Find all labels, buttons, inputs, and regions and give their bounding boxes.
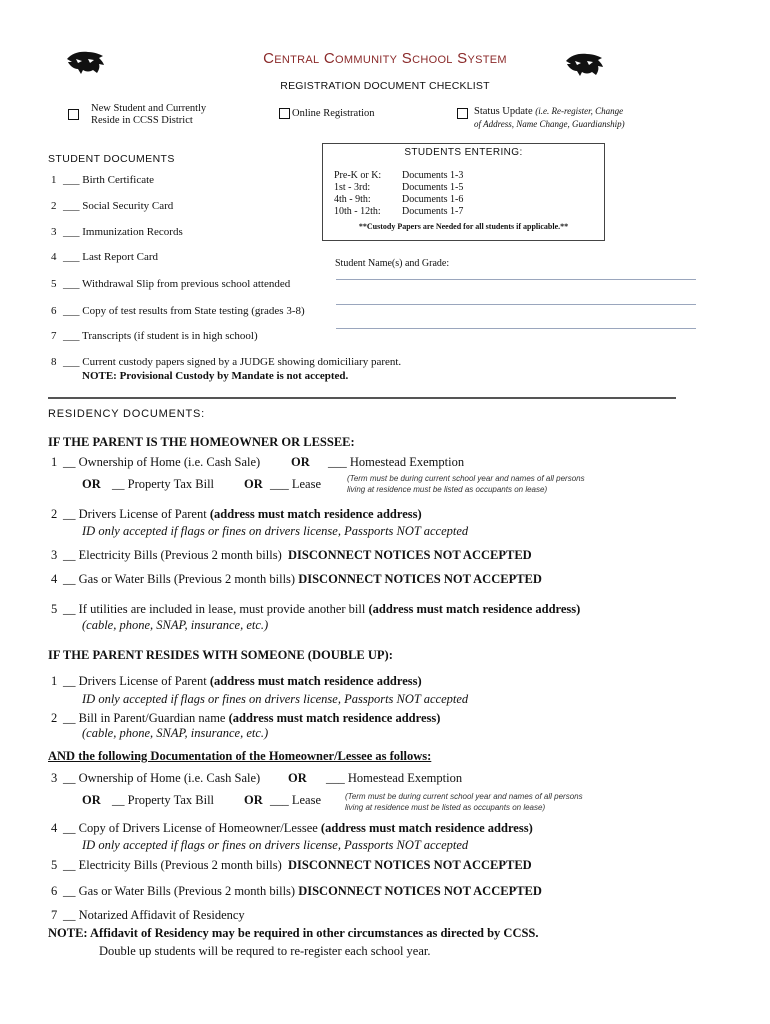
entering-grades: Pre-K or K: 1st - 3rd: 4th - 9th: 10th - 12th: bbox=[334, 170, 382, 217]
homeowner-heading: IF THE PARENT IS THE HOMEOWNER OR LESSEE: bbox=[48, 435, 355, 449]
double-item-3-number: 3 bbox=[51, 771, 58, 785]
residency-heading: RESIDENCY DOCUMENTS: bbox=[48, 408, 205, 420]
page-title: Central Community School System bbox=[263, 50, 507, 67]
double-item-1: __ Drivers License of Parent (address must match residence address) bbox=[63, 674, 422, 688]
student-doc-number: 6 bbox=[51, 305, 57, 317]
double-item-4-number: 4 bbox=[51, 821, 58, 835]
entering-documents: Documents 1-3 Documents 1-5 Documents 1-6 Documents 1-7 bbox=[402, 170, 464, 217]
owner-item-1-number: 1 bbox=[51, 455, 58, 469]
owner-item-2-sub: ID only accepted if flags or fines on drivers license, Passports NOT accepted bbox=[82, 524, 469, 538]
double-or-3: OR bbox=[244, 793, 263, 807]
student-doc-item: ___ Transcripts (if student is in high school) bbox=[63, 330, 258, 342]
double-item-2-number: 2 bbox=[51, 711, 58, 725]
new-student-checkbox[interactable] bbox=[68, 109, 79, 120]
owner-item-3: __ Electricity Bills (Previous 2 month bills) DISCONNECT NOTICES NOT ACCEPTED bbox=[63, 548, 532, 562]
owner-lease: ___ Lease bbox=[270, 477, 322, 491]
double-item-4: __ Copy of Drivers License of Homeowner/Lessee (address must match residence address) bbox=[63, 821, 533, 835]
student-name-line-3[interactable] bbox=[336, 328, 696, 329]
double-lease: ___ Lease bbox=[270, 793, 322, 807]
student-doc-item: ___ Social Security Card bbox=[63, 200, 174, 212]
double-item-6: __ Gas or Water Bills (Previous 2 month bills) DISCONNECT NOTICES NOT ACCEPTED bbox=[63, 884, 542, 898]
double-or-2: OR bbox=[82, 793, 101, 807]
student-name-line-1[interactable] bbox=[336, 279, 696, 280]
owner-item-4: __ Gas or Water Bills (Previous 2 month bills) DISCONNECT NOTICES NOT ACCEPTED bbox=[63, 572, 542, 586]
double-item-5: __ Electricity Bills (Previous 2 month bills) DISCONNECT NOTICES NOT ACCEPTED bbox=[63, 858, 532, 872]
owner-homestead-exemption: ___ Homestead Exemption bbox=[328, 455, 465, 469]
owner-item-2: __ Drivers License of Parent (address must match residence address) bbox=[63, 507, 422, 521]
double-item-1-sub: ID only accepted if flags or fines on drivers license, Passports NOT accepted bbox=[82, 692, 469, 706]
owner-item-5-sub: (cable, phone, SNAP, insurance, etc.) bbox=[82, 618, 269, 632]
double-item-6-number: 6 bbox=[51, 884, 58, 898]
double-or-1: OR bbox=[288, 771, 307, 785]
owner-or-3: OR bbox=[244, 477, 263, 491]
student-doc-item: ___ Immunization Records bbox=[63, 226, 183, 238]
student-name-label: Student Name(s) and Grade: bbox=[335, 258, 450, 269]
double-lease-note: (Term must be during current school year and names of all persons living at residence must be listed as occupants on lease) bbox=[345, 792, 583, 812]
section-divider bbox=[48, 397, 676, 399]
double-item-2-sub: (cable, phone, SNAP, insurance, etc.) bbox=[82, 726, 269, 740]
status-update-checkbox[interactable] bbox=[457, 108, 468, 119]
double-item-7-number: 7 bbox=[51, 908, 58, 922]
student-doc-number: 1 bbox=[51, 174, 57, 186]
owner-item-1-cash-sale: __ Ownership of Home (i.e. Cash Sale) bbox=[63, 455, 261, 469]
owner-or-1: OR bbox=[291, 455, 310, 469]
double-item-7: __ Notarized Affidavit of Residency bbox=[63, 908, 245, 922]
double-property-tax: __ Property Tax Bill bbox=[112, 793, 215, 807]
double-item-5-number: 5 bbox=[51, 858, 58, 872]
online-registration-checkbox[interactable] bbox=[279, 108, 290, 119]
student-documents-heading: STUDENT DOCUMENTS bbox=[48, 153, 175, 165]
new-student-label: New Student and Currently Reside in CCSS District bbox=[91, 103, 207, 126]
students-entering-heading: STUDENTS ENTERING: bbox=[404, 147, 523, 158]
double-item-3-cash-sale: __ Ownership of Home (i.e. Cash Sale) bbox=[63, 771, 261, 785]
double-item-2: __ Bill in Parent/Guardian name (address must match residence address) bbox=[63, 711, 441, 725]
custody-note: NOTE: Provisional Custody by Mandate is not accepted. bbox=[82, 370, 349, 382]
owner-item-3-number: 3 bbox=[51, 548, 58, 562]
online-registration-label: Online Registration bbox=[292, 108, 375, 119]
homeowner-docs-heading: AND the following Documentation of the Homeowner/Lessee as follows: bbox=[48, 749, 432, 763]
student-doc-item: ___ Copy of test results from State testing (grades 3-8) bbox=[63, 305, 305, 317]
final-note-2: Double up students will be requred to re-register each school year. bbox=[99, 944, 431, 958]
owner-item-4-number: 4 bbox=[51, 572, 58, 586]
student-doc-number: 3 bbox=[51, 226, 57, 238]
double-up-heading: IF THE PARENT RESIDES WITH SOMEONE (DOUBLE UP): bbox=[48, 648, 393, 662]
student-doc-item: ___ Current custody papers signed by a JUDGE showing domiciliary parent. bbox=[63, 356, 402, 368]
owner-item-5-number: 5 bbox=[51, 602, 58, 616]
student-doc-number: 5 bbox=[51, 278, 57, 290]
status-update-label: Status Update (i.e. Re-register, Change of Address, Name Change, Guardianship) bbox=[474, 106, 625, 129]
owner-lease-note: (Term must be during current school year and names of all persons living at residence must be listed as occupants on lease) bbox=[347, 474, 585, 494]
owner-item-5: __ If utilities are included in lease, must provide another bill (address must match residence address) bbox=[63, 602, 581, 616]
student-doc-item: ___ Birth Certificate bbox=[63, 174, 155, 186]
student-doc-number: 8 bbox=[51, 356, 57, 368]
student-doc-number: 7 bbox=[51, 330, 57, 342]
double-item-4-sub: ID only accepted if flags or fines on drivers license, Passports NOT accepted bbox=[82, 838, 469, 852]
owner-property-tax: __ Property Tax Bill bbox=[112, 477, 215, 491]
student-doc-number: 4 bbox=[51, 251, 57, 263]
student-name-line-2[interactable] bbox=[336, 304, 696, 305]
student-doc-item: ___ Withdrawal Slip from previous school attended bbox=[63, 278, 291, 290]
page-subtitle: REGISTRATION DOCUMENT CHECKLIST bbox=[280, 80, 490, 92]
double-item-1-number: 1 bbox=[51, 674, 58, 688]
double-homestead-exemption: ___ Homestead Exemption bbox=[326, 771, 463, 785]
owner-or-2: OR bbox=[82, 477, 101, 491]
custody-papers-note: **Custody Papers are Needed for all students if applicable.** bbox=[358, 222, 569, 231]
student-doc-item: ___ Last Report Card bbox=[63, 251, 159, 263]
owner-item-2-number: 2 bbox=[51, 507, 58, 521]
final-note: NOTE: Affidavit of Residency may be required in other circumstances as directed by CCSS. bbox=[48, 926, 539, 940]
student-doc-number: 2 bbox=[51, 200, 57, 212]
